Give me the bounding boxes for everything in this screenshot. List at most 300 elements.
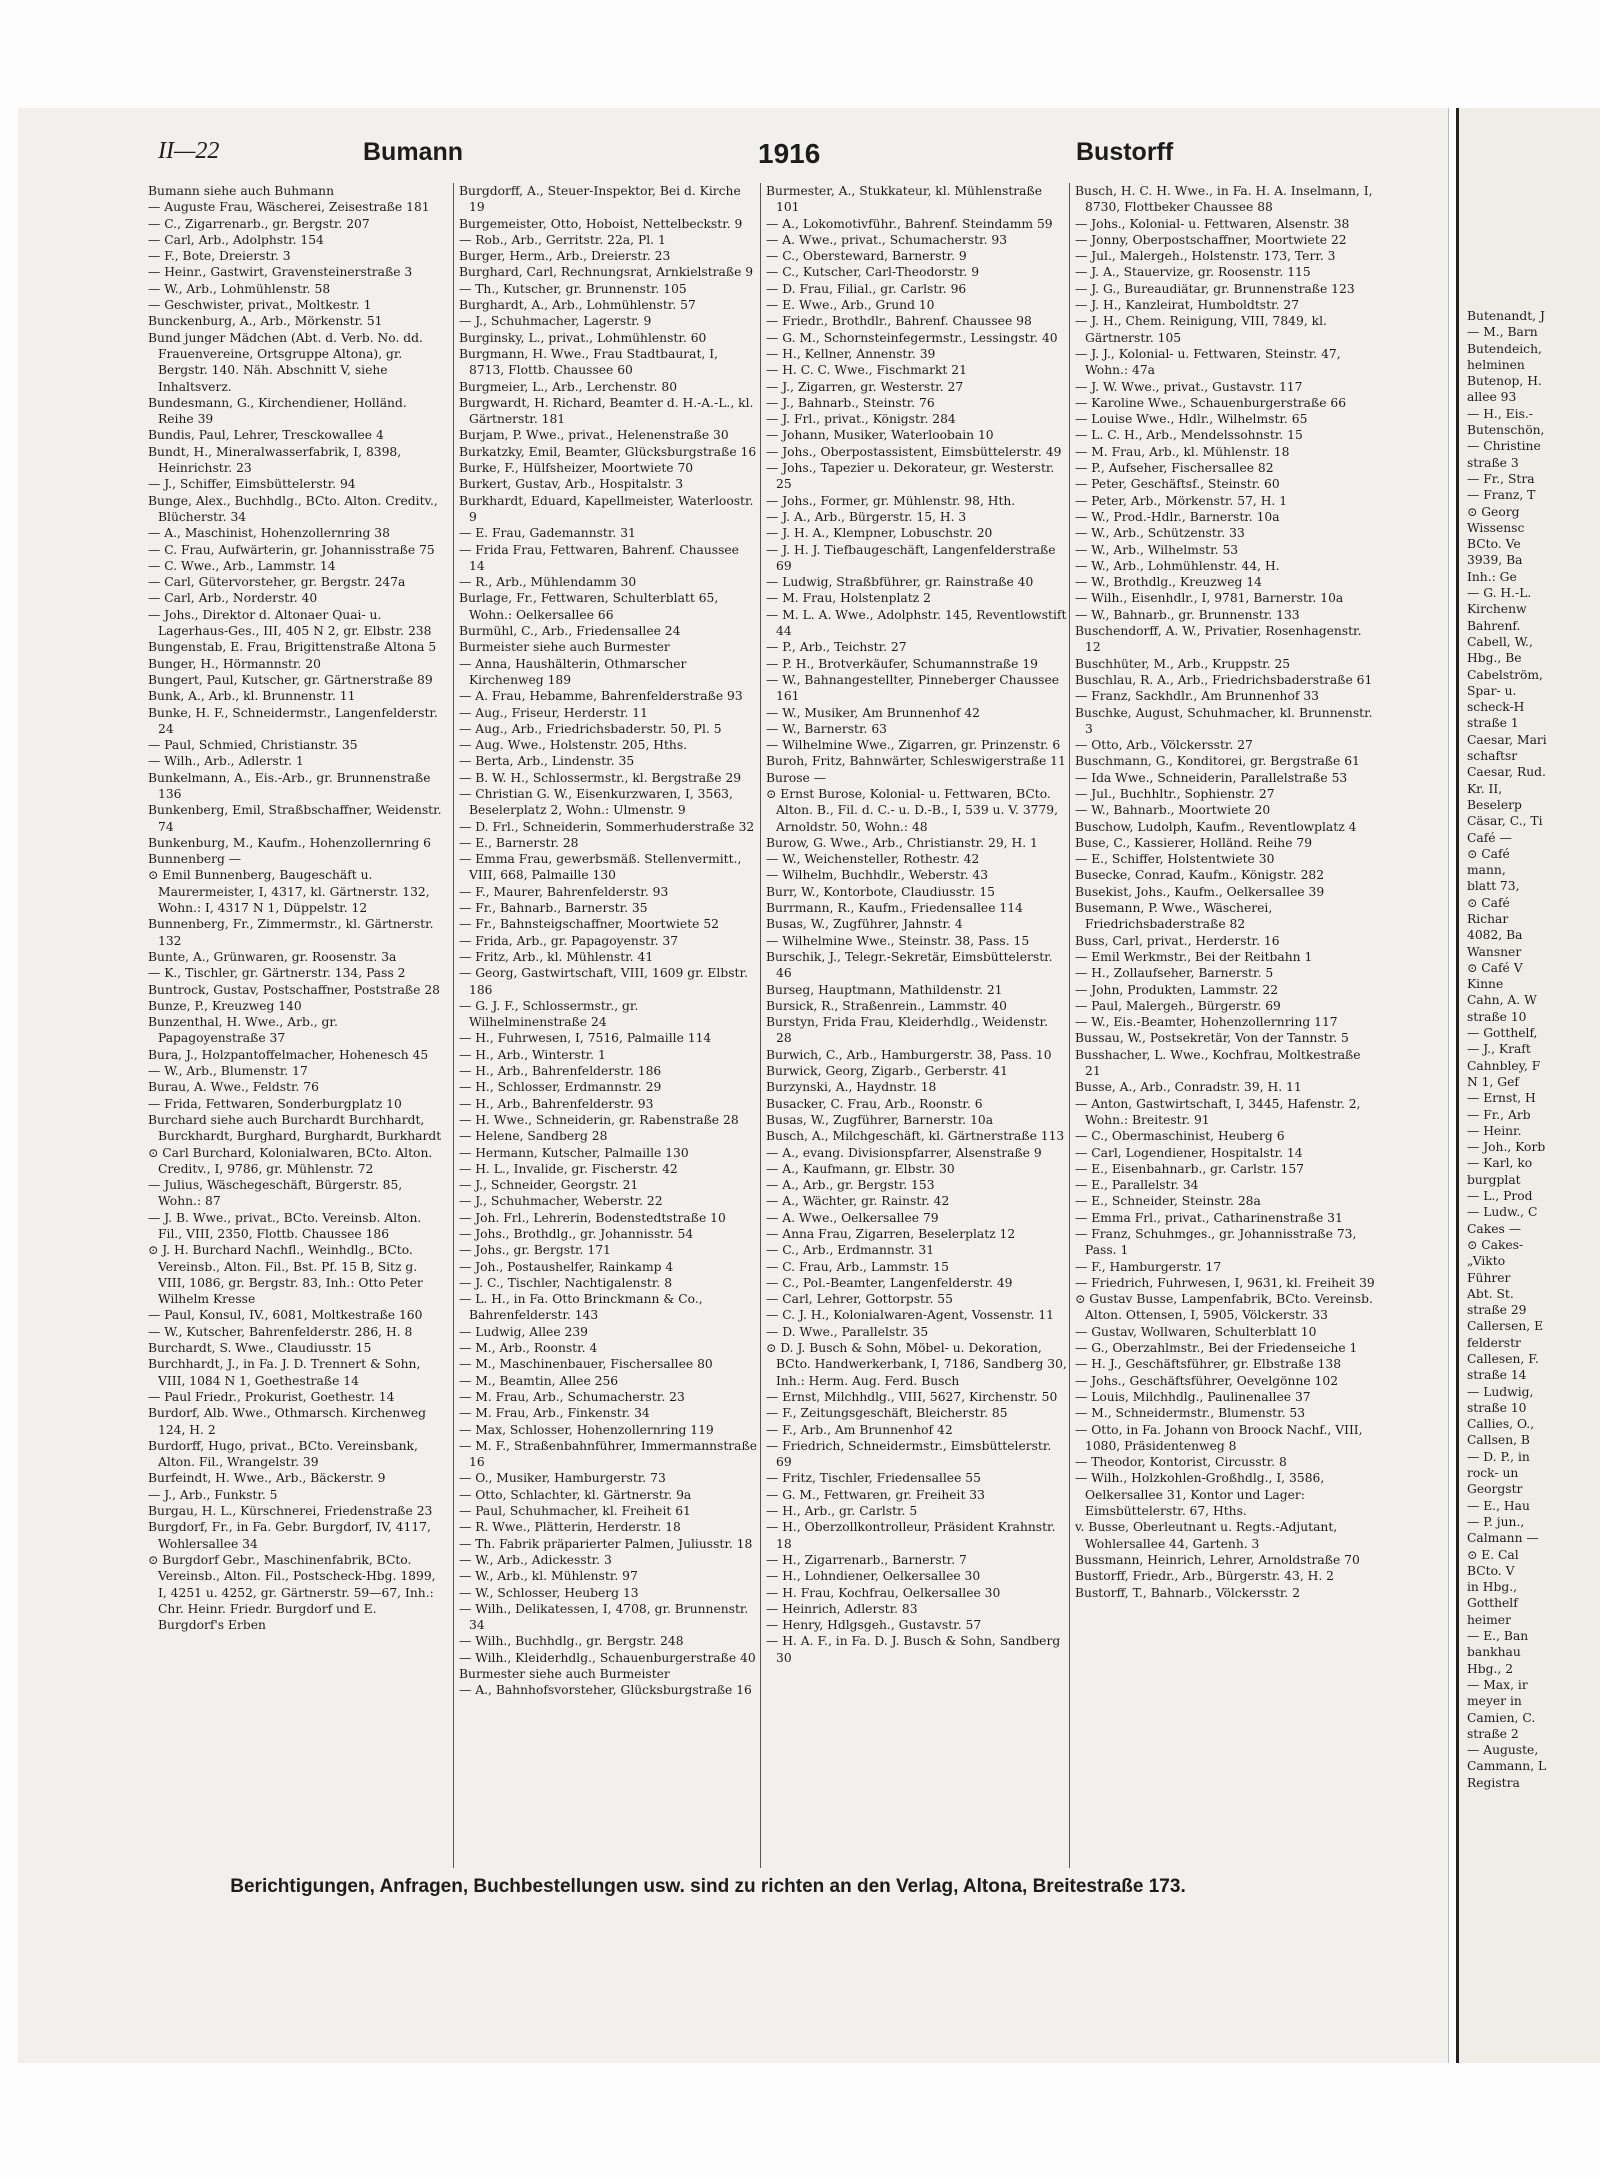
directory-entry: — Jul., Buchhltr., Sophienstr. 27 bbox=[1075, 786, 1275, 801]
adjacent-page-line: Cäsar, C., Ti bbox=[1467, 814, 1543, 829]
directory-entry: Bussmann, Heinrich, Lehrer, Arnoldstraße 70 bbox=[1075, 1552, 1360, 1567]
column-2 bbox=[453, 183, 757, 1868]
directory-entry: — J. J., Kolonial- u. Fettwaren, Steinstr. 47, Wohn.: 47a bbox=[1075, 346, 1341, 378]
directory-entry: — Louis, Milchhdlg., Paulinenallee 37 bbox=[1075, 1389, 1311, 1404]
directory-entry: — H. J., Geschäftsführer, gr. Elbstraße 138 bbox=[1075, 1357, 1342, 1372]
adjacent-page-line: — Christine bbox=[1467, 439, 1541, 454]
directory-entry: Bundt, H., Mineralwasserfabrik, I, 8398, Heinrichstr. 23 bbox=[148, 444, 402, 476]
directory-entry: — P., Arb., Teichstr. 27 bbox=[766, 640, 907, 655]
directory-entry: ⊙ Gustav Busse, Lampenfabrik, BCto. Vereinsb. Alton. Ottensen, I, 5905, Völckerstr. 33 bbox=[1075, 1292, 1373, 1323]
directory-entry: — H. A. F., in Fa. D. J. Busch & Sohn, Sandberg 30 bbox=[766, 1634, 1061, 1665]
adjacent-page-line: Georgstr bbox=[1467, 1482, 1523, 1497]
directory-entry: — Aug., Friseur, Herderstr. 11 bbox=[459, 705, 648, 720]
directory-entry: — Anton, Gastwirtschaft, I, 3445, Hafenstr. 2, Wohn.: Breitestr. 91 bbox=[1075, 1096, 1361, 1127]
directory-entry: — Fritz, Arb., kl. Mühlenstr. 41 bbox=[459, 949, 654, 964]
adjacent-page-line: Butenop, H. bbox=[1467, 374, 1542, 389]
page-header bbox=[18, 138, 1448, 178]
directory-entry: — H., Lohndiener, Oelkersallee 30 bbox=[766, 1569, 981, 1584]
directory-entry: — Carl, Lehrer, Gottorpstr. 55 bbox=[766, 1292, 953, 1307]
directory-entry: — Johs., Brothdlg., gr. Johannisstr. 54 bbox=[459, 1227, 694, 1241]
directory-entry: — A., Bahnhofsvorsteher, Glücksburgstraße 16 bbox=[459, 1683, 752, 1698]
adjacent-page-line: Inh.: Ge bbox=[1467, 569, 1517, 584]
directory-entry: — H., Arb., Bahrenfelderstr. 186 bbox=[459, 1064, 662, 1079]
directory-entry: — Paul, Schuhmacher, kl. Freiheit 61 bbox=[459, 1504, 691, 1519]
directory-entry: — C. Wwe., Arb., Lammstr. 14 bbox=[148, 558, 336, 573]
directory-entry: — W., Brothdlg., Kreuzweg 14 bbox=[1075, 575, 1262, 590]
directory-entry: — F., Hamburgerstr. 17 bbox=[1075, 1259, 1222, 1274]
directory-entry: Burzynski, A., Haydnstr. 18 bbox=[766, 1080, 937, 1095]
directory-page bbox=[18, 108, 1448, 2063]
directory-entry: Bund junger Mädchen (Abt. d. Verb. No. dd. Frauenvereine, Ortsgruppe Altona), gr. Bergstr. 140. Näh. Abschnitt V, siehe Inhaltsverz. bbox=[148, 330, 423, 394]
directory-entry: — L. C. H., Arb., Mendelssohnstr. 15 bbox=[1075, 428, 1303, 443]
directory-entry: Burger, Herm., Arb., Dreierstr. 23 bbox=[459, 249, 671, 264]
directory-entry: — E., Schiffer, Holstentwiete 30 bbox=[1075, 852, 1275, 867]
directory-entry: Busekist, Johs., Kaufm., Oelkersallee 39 bbox=[1075, 884, 1325, 899]
directory-entry: Burkatzky, Emil, Beamter, Glücksburgstraße 16 bbox=[459, 444, 757, 459]
directory-entry: Burgmeier, L., Arb., Lerchenstr. 80 bbox=[459, 379, 678, 394]
directory-entry: — W., Bahnangestellter, Pinneberger Chaussee 161 bbox=[766, 672, 1060, 704]
adjacent-page-line: blatt 73, bbox=[1467, 879, 1520, 894]
column-1 bbox=[148, 183, 446, 1868]
directory-entry: — W., Arb., Schützenstr. 33 bbox=[1075, 526, 1245, 541]
directory-entry: — Fr., Bahnsteigschaffner, Moortwiete 52 bbox=[459, 917, 719, 932]
directory-entry: — J. B. Wwe., privat., BCto. Vereinsb. Alton. Fil., VIII, 2350, Flottb. Chaussee 186 bbox=[148, 1210, 422, 1241]
directory-entry: Burchhardt, J., in Fa. J. D. Trennert & Sohn, VIII, 1084 N 1, Goethestraße 14 bbox=[148, 1357, 421, 1388]
directory-entry: — Johs., Tapezier u. Dekorateur, gr. Westerstr. 25 bbox=[766, 461, 1055, 492]
directory-entry: Burrmann, R., Kaufm., Friedensallee 114 bbox=[766, 901, 1023, 916]
directory-entry: — H., Zigarrenarb., Barnerstr. 7 bbox=[766, 1552, 967, 1567]
directory-entry: Bustorff, T., Bahnarb., Völckersstr. 2 bbox=[1075, 1585, 1301, 1600]
adjacent-page-line: Kirchenw bbox=[1467, 602, 1527, 617]
adjacent-page-line: allee 93 bbox=[1467, 390, 1517, 405]
adjacent-page-line: burgplat bbox=[1467, 1172, 1521, 1187]
directory-entry: Bunge, Alex., Buchhdlg., BCto. Alton. Creditv., Blücherstr. 34 bbox=[148, 493, 438, 524]
directory-entry: Burwich, C., Arb., Hamburgerstr. 38, Pass. 10 bbox=[766, 1047, 1052, 1062]
directory-entry: Busse, A., Arb., Conradstr. 39, H. 11 bbox=[1075, 1080, 1302, 1095]
adjacent-page-line: ⊙ Café bbox=[1467, 895, 1510, 910]
directory-entry: Busch, A., Milchgeschäft, kl. Gärtnerstraße 113 bbox=[766, 1129, 1065, 1144]
adjacent-page-line: straße 3 bbox=[1467, 455, 1519, 470]
adjacent-page-line: Callies, O., bbox=[1467, 1417, 1535, 1432]
adjacent-page-line: Hbg., Be bbox=[1467, 651, 1522, 666]
directory-entry: — Th. Fabrik präparierter Palmen, Juliusstr. 18 bbox=[459, 1536, 753, 1551]
directory-entry: — W., Weichensteller, Rothestr. 42 bbox=[766, 852, 980, 867]
directory-entry: — A., Arb., gr. Bergstr. 153 bbox=[766, 1178, 935, 1193]
adjacent-page-line: Beselerp bbox=[1467, 797, 1522, 812]
directory-entry: — A. Frau, Hebamme, Bahrenfelderstraße 93 bbox=[459, 689, 743, 704]
directory-entry: ⊙ Carl Burchard, Kolonialwaren, BCto. Alton. Creditv., I, 9786, gr. Mühlenstr. 72 bbox=[148, 1145, 433, 1176]
directory-entry: — W., Arb., Wilhelmstr. 53 bbox=[1075, 542, 1239, 557]
directory-entry: Burdorff, Hugo, privat., BCto. Vereinsbank, Alton. Fil., Wrangelstr. 39 bbox=[148, 1438, 418, 1470]
directory-entry: — H., Kellner, Annenstr. 39 bbox=[766, 346, 936, 361]
directory-entry: Burgau, H. L., Kürschnerei, Friedenstraße 23 bbox=[148, 1504, 433, 1519]
directory-entry: — Johs., Oberpostassistent, Eimsbüttelerstr. 49 bbox=[766, 444, 1062, 459]
year: 1916 bbox=[758, 138, 821, 169]
directory-entry: Bundesmann, G., Kirchendiener, Holländ. Reihe 39 bbox=[148, 395, 407, 427]
right-keyword: Bustorff bbox=[1076, 138, 1174, 166]
directory-entry: Burmeister siehe auch Burmester bbox=[459, 640, 670, 655]
directory-entry: — H., Arb., Bahrenfelderstr. 93 bbox=[459, 1096, 654, 1111]
directory-entry: — H. C. C. Wwe., Fischmarkt 21 bbox=[766, 363, 967, 378]
directory-entry: — J. H. A., Klempner, Lobuschstr. 20 bbox=[766, 526, 993, 541]
directory-entry: — G. J. F., Schlossermstr., gr. Wilhelminenstraße 24 bbox=[459, 998, 639, 1030]
directory-entry: — F., Maurer, Bahrenfelderstr. 93 bbox=[459, 884, 669, 899]
adjacent-page-line: — Fr., Stra bbox=[1467, 471, 1535, 486]
adjacent-page-line: straße 10 bbox=[1467, 1400, 1527, 1415]
directory-entry: Burdorf, Alb. Wwe., Othmarsch. Kirchenweg 124, H. 2 bbox=[148, 1406, 427, 1437]
adjacent-page-line: — Ludw., C bbox=[1467, 1205, 1538, 1220]
directory-entry: Bumann siehe auch Buhmann bbox=[148, 184, 334, 198]
directory-entry: — Joh., Postaushelfer, Rainkamp 4 bbox=[459, 1259, 674, 1274]
adjacent-page-line: Abt. St. bbox=[1467, 1286, 1514, 1301]
directory-entry: — Carl, Gütervorsteher, gr. Bergstr. 247a bbox=[148, 575, 406, 590]
adjacent-page-line: straße 14 bbox=[1467, 1368, 1527, 1383]
directory-entry: — R. Wwe., Plätterin, Herderstr. 18 bbox=[459, 1520, 681, 1535]
directory-entry: — C. J. H., Kolonialwaren-Agent, Vossenstr. 11 bbox=[766, 1308, 1054, 1323]
directory-entry: — J. A., Arb., Bürgerstr. 15, H. 3 bbox=[766, 509, 967, 524]
adjacent-page-line: — Fr., Arb bbox=[1467, 1107, 1531, 1122]
directory-entry: — Frida, Fettwaren, Sonderburgplatz 10 bbox=[148, 1096, 402, 1111]
directory-entry: — Johs., Direktor d. Altonaer Quai- u. Lagerhaus-Ges., III, 405 N 2, gr. Elbstr. 238 bbox=[148, 607, 432, 639]
directory-entry: Bundis, Paul, Lehrer, Tresckowallee 4 bbox=[148, 428, 384, 443]
directory-entry: — J., Bahnarb., Steinstr. 76 bbox=[766, 395, 935, 410]
directory-entry: — R., Arb., Mühlendamm 30 bbox=[459, 575, 637, 590]
directory-entry: Buntrock, Gustav, Postschaffner, Poststraße 28 bbox=[148, 982, 440, 997]
directory-entry: — Emil Werkmstr., Bei der Reitbahn 1 bbox=[1075, 949, 1313, 964]
directory-entry: — C., Obermaschinist, Heuberg 6 bbox=[1075, 1129, 1285, 1144]
adjacent-page-line: — Karl, ko bbox=[1467, 1156, 1533, 1171]
directory-entry: — Ludwig, Straßbführer, gr. Rainstraße 40 bbox=[766, 575, 1034, 590]
adjacent-page-line: Caesar, Rud. bbox=[1467, 765, 1546, 780]
directory-entry: — A., Lokomotivführ., Bahrenf. Steindamm 59 bbox=[766, 216, 1053, 231]
directory-entry: — Louise Wwe., Hdlr., Wilhelmstr. 65 bbox=[1075, 412, 1308, 427]
directory-entry: — Frida Frau, Fettwaren, Bahrenf. Chaussee 14 bbox=[459, 542, 739, 573]
adjacent-page-line: — E., Hau bbox=[1467, 1498, 1530, 1513]
adjacent-page-line: — G. H.-L. bbox=[1467, 586, 1532, 601]
directory-entry: — Franz, Sackhdlr., Am Brunnenhof 33 bbox=[1075, 689, 1319, 704]
adjacent-page-line: Cahnbley, F bbox=[1467, 1058, 1541, 1073]
directory-entry: — Emma Frau, gewerbsmäß. Stellenvermitt., VIII, 668, Palmaille 130 bbox=[459, 852, 742, 883]
directory-entry: — W., Arb., Blumenstr. 17 bbox=[148, 1064, 308, 1079]
directory-entry: — D. Frl., Schneiderin, Sommerhuderstraße 32 bbox=[459, 819, 755, 834]
directory-entry: — C., Arb., Erdmannstr. 31 bbox=[766, 1243, 935, 1258]
directory-entry: Burose — bbox=[766, 770, 827, 785]
directory-entry: Buse, C., Kassierer, Holländ. Reihe 79 bbox=[1075, 835, 1313, 850]
directory-entry: — M. L. A. Wwe., Adolphstr. 145, Reventlowstift 44 bbox=[766, 607, 1067, 639]
adjacent-page-line: Führer bbox=[1467, 1270, 1511, 1285]
directory-entry: — J. H., Chem. Reinigung, VIII, 7849, kl. Gärtnerstr. 105 bbox=[1075, 314, 1327, 345]
directory-entry: Bunnenberg — bbox=[148, 852, 242, 867]
directory-entry: — J. H. J. Tiefbaugeschäft, Langenfelderstraße 69 bbox=[766, 542, 1056, 573]
directory-entry: — J., Arb., Funkstr. 5 bbox=[148, 1487, 278, 1502]
adjacent-page-line: N 1, Gef bbox=[1467, 1074, 1519, 1089]
directory-entry: — Friedr., Brothdlr., Bahrenf. Chaussee 98 bbox=[766, 314, 1032, 329]
adjacent-page-line: Gotthelf bbox=[1467, 1596, 1518, 1611]
adjacent-page-line: Cabell, W., bbox=[1467, 634, 1533, 649]
directory-entry: — Wilhelmine Wwe., Zigarren, gr. Prinzenstr. 6 bbox=[766, 738, 1061, 753]
directory-entry: — Wilh., Eisenhdlr., I, 9781, Barnerstr. 10a bbox=[1075, 591, 1344, 606]
directory-entry: Bussau, W., Postsekretär, Von der Tannstr. 5 bbox=[1075, 1031, 1349, 1046]
directory-entry: — W., Bahnarb., Moortwiete 20 bbox=[1075, 803, 1271, 818]
adjacent-page-line: — D. P., in bbox=[1467, 1449, 1530, 1464]
directory-entry: — C. Frau, Arb., Lammstr. 15 bbox=[766, 1259, 949, 1274]
directory-entry: — Peter, Geschäftsf., Steinstr. 60 bbox=[1075, 477, 1280, 492]
directory-entry: — K., Tischler, gr. Gärtnerstr. 134, Pass 2 bbox=[148, 966, 406, 981]
directory-entry: Burr, W., Kontorbote, Claudiusstr. 15 bbox=[766, 884, 995, 899]
adjacent-page-line: bankhau bbox=[1467, 1645, 1521, 1660]
directory-entry: — W., Barnerstr. 63 bbox=[766, 721, 887, 736]
adjacent-page-line: straße 1 bbox=[1467, 716, 1519, 731]
directory-entry: — Theodor, Kontorist, Circusstr. 8 bbox=[1075, 1455, 1287, 1470]
directory-entry: Burchard siehe auch Burchardt Burchhardt, Burckhardt, Burghard, Burghardt, Burkhardt bbox=[148, 1112, 442, 1144]
directory-entry: Burstyn, Frida Frau, Kleiderhdlg., Weidenstr. 28 bbox=[766, 1015, 1048, 1046]
directory-entry: — Auguste Frau, Wäscherei, Zeisestraße 181 bbox=[148, 200, 430, 215]
entry-columns bbox=[148, 183, 1443, 1868]
directory-entry: — A., evang. Divisionspfarrer, Alsenstraße 9 bbox=[766, 1145, 1042, 1160]
adjacent-page-line: Café — bbox=[1467, 830, 1512, 845]
directory-entry: — W., Arb., Adickesstr. 3 bbox=[459, 1552, 612, 1567]
directory-entry: — Berta, Arb., Lindenstr. 35 bbox=[459, 754, 635, 769]
directory-entry: — Heinr., Gastwirt, Gravensteinerstraße 3 bbox=[148, 265, 413, 280]
directory-entry: — E., Parallelstr. 34 bbox=[1075, 1178, 1199, 1193]
directory-entry: Bunkelmann, A., Eis.-Arb., gr. Brunnenstraße 136 bbox=[148, 770, 431, 801]
adjacent-page-line: „Vikto bbox=[1467, 1254, 1506, 1269]
directory-entry: — Johann, Musiker, Waterloobain 10 bbox=[766, 428, 994, 443]
directory-entry: — J. W. Wwe., privat., Gustavstr. 117 bbox=[1075, 379, 1303, 394]
adjacent-page-line: Richar bbox=[1467, 911, 1509, 926]
adjacent-page-line: helminen bbox=[1467, 357, 1525, 372]
directory-entry: — Carl, Arb., Norderstr. 40 bbox=[148, 591, 318, 606]
adjacent-page-line: Hbg., 2 bbox=[1467, 1661, 1514, 1676]
directory-entry: — Johs., Former, gr. Mühlenstr. 98, Hth. bbox=[766, 493, 1016, 508]
directory-entry: — L. H., in Fa. Otto Brinckmann & Co., Bahrenfelderstr. 143 bbox=[459, 1292, 703, 1323]
directory-entry: — W., Arb., Lohmühlenstr. 44, H. bbox=[1075, 558, 1280, 573]
left-keyword: Bumann bbox=[363, 138, 463, 166]
directory-entry: Bunke, H. F., Schneidermstr., Langenfelderstr. 24 bbox=[148, 705, 438, 736]
directory-entry: — J., Schuhmacher, Lagerstr. 9 bbox=[459, 314, 652, 329]
directory-entry: Buss, Carl, privat., Herderstr. 16 bbox=[1075, 933, 1280, 948]
directory-entry: Burgdorff, A., Steuer-Inspektor, Bei d. Kirche 19 bbox=[459, 184, 741, 215]
directory-entry: — C., Zigarrenarb., gr. Bergstr. 207 bbox=[148, 216, 370, 231]
adjacent-page-line: — H., Eis.- bbox=[1467, 406, 1533, 421]
directory-entry: — Geschwister, privat., Moltkestr. 1 bbox=[148, 298, 372, 313]
directory-entry: — E. Frau, Gademannstr. 31 bbox=[459, 526, 636, 541]
adjacent-page-line: — Gotthelf, bbox=[1467, 1026, 1538, 1041]
adjacent-page-line: Cakes — bbox=[1467, 1221, 1521, 1236]
directory-entry: v. Busse, Oberleutnant u. Regts.-Adjutant, Wohlersallee 44, Gartenh. 3 bbox=[1075, 1520, 1338, 1551]
directory-entry: — Johs., gr. Bergstr. 171 bbox=[459, 1243, 611, 1258]
directory-entry: — W., Prod.-Hdlr., Barnerstr. 10a bbox=[1075, 509, 1280, 524]
adjacent-page-line: Bahrenf. bbox=[1467, 618, 1521, 633]
adjacent-page-line: rock- un bbox=[1467, 1466, 1519, 1481]
directory-entry: Burfeindt, H. Wwe., Arb., Bäckerstr. 9 bbox=[148, 1471, 386, 1486]
directory-entry: — M. F., Straßenbahnführer, Immermannstraße 16 bbox=[459, 1438, 757, 1470]
directory-entry: — E., Eisenbahnarb., gr. Carlstr. 157 bbox=[1075, 1161, 1305, 1176]
directory-entry: — Wilhelmine Wwe., Steinstr. 38, Pass. 15 bbox=[766, 933, 1030, 948]
directory-entry: — Wilh., Delikatessen, I, 4708, gr. Brunnenstr. 34 bbox=[459, 1601, 749, 1633]
directory-entry: Burlage, Fr., Fettwaren, Schulterblatt 65, Wohn.: Oelkersallee 66 bbox=[459, 591, 719, 622]
directory-entry: Burwick, Georg, Zigarb., Gerberstr. 41 bbox=[766, 1064, 1008, 1079]
directory-entry: — W., Eis.-Beamter, Hohenzollernring 117 bbox=[1075, 1015, 1338, 1030]
directory-entry: — C., Pol.-Beamter, Langenfelderstr. 49 bbox=[766, 1275, 1013, 1290]
directory-entry: Busemann, P. Wwe., Wäscherei, Friedrichsbaderstraße 82 bbox=[1075, 901, 1273, 932]
directory-entry: — Fritz, Tischler, Friedensallee 55 bbox=[766, 1471, 981, 1486]
directory-entry: — H., Zollaufseher, Barnerstr. 5 bbox=[1075, 966, 1274, 981]
directory-entry: Bungert, Paul, Kutscher, gr. Gärtnerstraße 89 bbox=[148, 672, 433, 687]
directory-entry: — Johs., Geschäftsführer, Oevelgönne 102 bbox=[1075, 1373, 1339, 1388]
directory-entry: — C. Frau, Aufwärterin, gr. Johannisstraße 75 bbox=[148, 542, 435, 557]
adjacent-page-text bbox=[1467, 308, 1600, 1791]
directory-entry: — H. L., Invalide, gr. Fischerstr. 42 bbox=[459, 1161, 678, 1176]
directory-entry: — W., Schlosser, Heuberg 13 bbox=[459, 1585, 639, 1600]
adjacent-page-line: straße 2 bbox=[1467, 1726, 1519, 1741]
adjacent-page-line: Spar- u. bbox=[1467, 683, 1517, 698]
adjacent-page-line: Callesen, F. bbox=[1467, 1352, 1539, 1366]
column-3 bbox=[760, 183, 1067, 1868]
directory-entry: — Johs., Kolonial- u. Fettwaren, Alsenstr. 38 bbox=[1075, 216, 1350, 231]
directory-entry: — Otto, in Fa. Johann von Broock Nachf., VIII, 1080, Präsidentenweg 8 bbox=[1075, 1422, 1363, 1453]
directory-entry: — F., Zeitungsgeschäft, Bleicherstr. 85 bbox=[766, 1406, 1008, 1421]
adjacent-page-line: Kr. II, bbox=[1467, 781, 1503, 796]
adjacent-page-line: Cabelström, bbox=[1467, 667, 1543, 682]
directory-entry: Burghardt, A., Arb., Lohmühlenstr. 57 bbox=[459, 298, 696, 313]
adjacent-page-line: — Max, ir bbox=[1467, 1677, 1528, 1692]
directory-entry: Burschik, J., Telegr.-Sekretär, Eimsbüttelerstr. 46 bbox=[766, 949, 1053, 981]
directory-entry: — Ida Wwe., Schneiderin, Parallelstraße 53 bbox=[1075, 770, 1348, 785]
directory-entry: — J. H., Kanzleirat, Humboldtstr. 27 bbox=[1075, 298, 1300, 313]
directory-entry: — Karoline Wwe., Schauenburgerstraße 66 bbox=[1075, 395, 1347, 410]
adjacent-page-line: ⊙ Georg bbox=[1467, 504, 1520, 519]
directory-entry: — Anna Frau, Zigarren, Beselerplatz 12 bbox=[766, 1227, 1016, 1241]
adjacent-page-line: felderstr bbox=[1467, 1335, 1521, 1350]
directory-entry: Busshacher, L. Wwe., Kochfrau, Moltkestraße 21 bbox=[1075, 1047, 1361, 1079]
directory-entry: Bunckenburg, A., Arb., Mörkenstr. 51 bbox=[148, 314, 383, 329]
adjacent-page-line: — Ludwig, bbox=[1467, 1384, 1534, 1399]
directory-entry: Burgwardt, H. Richard, Beamter d. H.-A.-L., kl. Gärtnerstr. 181 bbox=[459, 395, 754, 427]
directory-entry: — G., Oberzahlmstr., Bei der Friedenseiche 1 bbox=[1075, 1341, 1358, 1356]
directory-entry: — H. Wwe., Schneiderin, gr. Rabenstraße 28 bbox=[459, 1112, 739, 1127]
directory-entry: — H., Arb., gr. Carlstr. 5 bbox=[766, 1504, 918, 1519]
adjacent-page-line: ⊙ Café V bbox=[1467, 960, 1523, 975]
directory-entry: Bunze, P., Kreuzweg 140 bbox=[148, 998, 302, 1013]
adjacent-page-line: — Ernst, H bbox=[1467, 1091, 1536, 1106]
adjacent-page-line: Butendeich, bbox=[1467, 341, 1542, 356]
directory-entry: Burginsky, L., privat., Lohmühlenstr. 60 bbox=[459, 330, 707, 345]
directory-entry: — Heinrich, Adlerstr. 83 bbox=[766, 1601, 918, 1616]
adjacent-page-line: — P. jun., bbox=[1467, 1514, 1525, 1529]
adjacent-page-line: Camien, C. bbox=[1467, 1710, 1536, 1725]
directory-entry: — Aug., Arb., Friedrichsbaderstr. 50, Pl. 5 bbox=[459, 721, 722, 736]
adjacent-page-line: Callsen, B bbox=[1467, 1433, 1530, 1448]
adjacent-page-line: straße 29 bbox=[1467, 1303, 1527, 1318]
directory-entry: — J., Schneider, Georgstr. 21 bbox=[459, 1178, 639, 1193]
directory-entry: — Helene, Sandberg 28 bbox=[459, 1129, 608, 1144]
adjacent-page-line: — Heinr. bbox=[1467, 1123, 1522, 1138]
directory-entry: — E., Schneider, Steinstr. 28a bbox=[1075, 1194, 1261, 1209]
directory-entry: ⊙ Emil Bunnenberg, Baugeschäft u. Maurermeister, I, 4317, kl. Gärtnerstr. 132, Wohn.: I, 4317 N 1, Düppelstr. 12 bbox=[148, 868, 430, 916]
directory-entry: Buschow, Ludolph, Kaufm., Reventlowplatz 4 bbox=[1075, 819, 1357, 834]
adjacent-page-line: mann, bbox=[1467, 863, 1506, 878]
directory-entry: Burkert, Gustav, Arb., Hospitalstr. 3 bbox=[459, 477, 684, 492]
directory-entry: — Hermann, Kutscher, Palmaille 130 bbox=[459, 1145, 689, 1160]
adjacent-page-line: — Franz, T bbox=[1467, 488, 1536, 503]
directory-entry: Burmester, A., Stukkateur, kl. Mühlenstraße 101 bbox=[766, 184, 1042, 215]
adjacent-page-line: — Auguste, bbox=[1467, 1743, 1539, 1758]
directory-entry: — Friedrich, Fuhrwesen, I, 9631, kl. Freiheit 39 bbox=[1075, 1275, 1375, 1290]
adjacent-page-line: Caesar, Mari bbox=[1467, 732, 1547, 747]
directory-entry: — A., Wächter, gr. Rainstr. 42 bbox=[766, 1194, 950, 1209]
directory-entry: Busacker, C. Frau, Arb., Roonstr. 6 bbox=[766, 1096, 983, 1111]
directory-entry: — Otto, Arb., Völckersstr. 27 bbox=[1075, 738, 1253, 753]
adjacent-page-line: Kinne bbox=[1467, 977, 1504, 992]
directory-entry: — Georg, Gastwirtschaft, VIII, 1609 gr. Elbstr. 186 bbox=[459, 966, 748, 997]
directory-entry: — O., Musiker, Hamburgerstr. 73 bbox=[459, 1471, 666, 1486]
directory-entry: — Wilh., Arb., Adlerstr. 1 bbox=[148, 754, 304, 769]
adjacent-page-fragment bbox=[1456, 108, 1600, 2063]
directory-entry: Burgdorf, Fr., in Fa. Gebr. Burgdorf, IV, 4117, Wohlersallee 34 bbox=[148, 1520, 431, 1551]
directory-entry: — A., Kaufmann, gr. Elbstr. 30 bbox=[766, 1161, 955, 1176]
adjacent-page-line: 3939, Ba bbox=[1467, 553, 1523, 568]
directory-entry: — Th., Kutscher, gr. Brunnenstr. 105 bbox=[459, 281, 687, 296]
directory-entry: — Carl, Arb., Adolphstr. 154 bbox=[148, 232, 324, 247]
directory-entry: — Rob., Arb., Gerritstr. 22a, Pl. 1 bbox=[459, 232, 666, 247]
directory-entry: Burke, F., Hülfsheizer, Moortwiete 70 bbox=[459, 461, 694, 476]
directory-entry: — F., Arb., Am Brunnenhof 42 bbox=[766, 1422, 953, 1437]
directory-entry: Busecke, Conrad, Kaufm., Königstr. 282 bbox=[1075, 868, 1325, 883]
adjacent-page-line: Callersen, E bbox=[1467, 1319, 1544, 1334]
adjacent-page-line: Cammann, L bbox=[1467, 1759, 1547, 1774]
directory-entry: Buschmann, G., Konditorei, gr. Bergstraße 61 bbox=[1075, 754, 1360, 769]
directory-entry: Bustorff, Friedr., Arb., Bürgerstr. 43, H. 2 bbox=[1075, 1569, 1334, 1584]
directory-entry: — Ludwig, Allee 239 bbox=[459, 1324, 588, 1339]
directory-entry: — P., Aufseher, Fischersallee 82 bbox=[1075, 461, 1274, 476]
adjacent-page-line: Calmann — bbox=[1467, 1531, 1539, 1546]
directory-entry: ⊙ D. J. Busch & Sohn, Möbel- u. Dekoration, BCto. Handwerkerbank, I, 7186, Sandberg 30, Inh.: Herm. Aug. Ferd. Busch bbox=[766, 1341, 1067, 1388]
adjacent-page-line: Butenschön, bbox=[1467, 423, 1545, 438]
directory-entry: — M., Beamtin, Allee 256 bbox=[459, 1373, 619, 1388]
directory-entry: Burkhardt, Eduard, Kapellmeister, Waterloostr. 9 bbox=[459, 493, 754, 524]
directory-entry: — Gustav, Wollwaren, Schulterblatt 10 bbox=[1075, 1324, 1317, 1339]
directory-entry: Burmester siehe auch Burmeister bbox=[459, 1667, 670, 1682]
directory-entry: — M., Arb., Roonstr. 4 bbox=[459, 1341, 598, 1356]
directory-entry: — M. Frau, Arb., Schumacherstr. 23 bbox=[459, 1389, 685, 1404]
directory-entry: — Max, Schlosser, Hohenzollernring 119 bbox=[459, 1422, 714, 1437]
directory-entry: — Otto, Schlachter, kl. Gärtnerstr. 9a bbox=[459, 1487, 692, 1502]
adjacent-page-line: Registra bbox=[1467, 1775, 1520, 1790]
directory-entry: — Wilh., Kleiderhdlg., Schauenburgerstraße 40 bbox=[459, 1650, 756, 1665]
directory-entry: Bungenstab, E. Frau, Brigittenstraße Altona 5 bbox=[148, 640, 437, 655]
directory-entry: Buschhüter, M., Arb., Kruppstr. 25 bbox=[1075, 656, 1291, 671]
adjacent-page-line: Cahn, A. W bbox=[1467, 993, 1537, 1008]
directory-entry: — Peter, Arb., Mörkenstr. 57, H. 1 bbox=[1075, 493, 1288, 508]
directory-entry: — A. Wwe., privat., Schumacherstr. 93 bbox=[766, 232, 1008, 247]
directory-entry: ⊙ Ernst Burose, Kolonial- u. Fettwaren, BCto. Alton. B., Fil. d. C.- u. D.-B., I, 539 u. V. 3779, Arnoldstr. 50, Wohn.: 48 bbox=[766, 786, 1059, 834]
directory-entry: — J. Frl., privat., Königstr. 284 bbox=[766, 412, 956, 427]
adjacent-page-line: straße 10 bbox=[1467, 1009, 1527, 1024]
directory-entry: Buroh, Fritz, Bahnwärter, Schleswigerstraße 11 bbox=[766, 754, 1066, 769]
adjacent-page-line: heimer bbox=[1467, 1612, 1511, 1627]
directory-entry: — D. Frau, Filial., gr. Carlstr. 96 bbox=[766, 281, 967, 296]
directory-entry: — M. Frau, Arb., Finkenstr. 34 bbox=[459, 1406, 650, 1421]
directory-entry: — H. Frau, Kochfrau, Oelkersallee 30 bbox=[766, 1585, 1001, 1600]
directory-entry: — E., Barnerstr. 28 bbox=[459, 835, 579, 850]
adjacent-page-line: BCto. Ve bbox=[1467, 537, 1521, 552]
directory-entry: — W., Kutscher, Bahrenfelderstr. 286, H. 8 bbox=[148, 1324, 413, 1339]
directory-entry: Bunte, A., Grünwaren, gr. Roosenstr. 3a bbox=[148, 949, 397, 964]
directory-entry: — W., Bahnarb., gr. Brunnenstr. 133 bbox=[1075, 607, 1300, 622]
directory-entry: Burseg, Hauptmann, Mathildenstr. 21 bbox=[766, 982, 1003, 997]
directory-entry: — John, Produkten, Lammstr. 22 bbox=[1075, 982, 1279, 997]
